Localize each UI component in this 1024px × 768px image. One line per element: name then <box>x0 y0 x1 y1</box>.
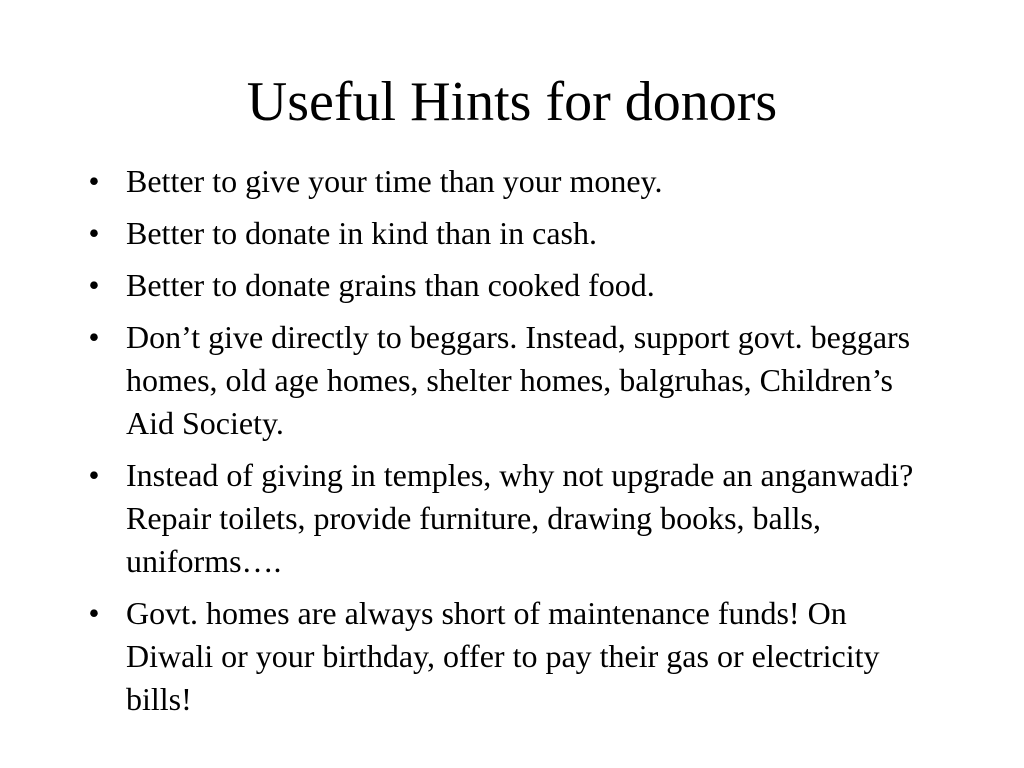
bullet-text: Better to donate grains than cooked food. <box>126 267 655 303</box>
bullet-list <box>84 160 934 730</box>
bullet-icon: • <box>88 595 100 631</box>
list-item <box>84 160 934 203</box>
bullet-icon: • <box>88 267 100 303</box>
bullet-icon: • <box>88 163 100 199</box>
list-item <box>84 592 934 721</box>
bullet-icon: • <box>88 215 100 251</box>
list-item <box>84 454 934 583</box>
bullet-text: Don’t give directly to beggars. Instead, support govt. beggars homes, old age homes, shelter homes, balgruhas, Children’s Aid Society. <box>126 319 911 441</box>
bullet-text: Better to give your time than your money. <box>126 163 663 199</box>
bullet-text: Instead of giving in temples, why not upgrade an anganwadi? Repair toilets, provide furniture, drawing books, balls, uniforms…. <box>126 457 914 579</box>
list-item <box>84 316 934 445</box>
list-item <box>84 264 934 307</box>
bullet-text: Better to donate in kind than in cash. <box>126 215 597 251</box>
slide-title: Useful Hints for donors <box>246 71 778 133</box>
bullet-text: Govt. homes are always short of maintenance funds! On Diwali or your birthday, offer to pay their gas or electricity bills! <box>126 595 880 717</box>
list-item <box>84 212 934 255</box>
bullet-icon: • <box>88 319 100 355</box>
bullet-icon: • <box>88 457 100 493</box>
